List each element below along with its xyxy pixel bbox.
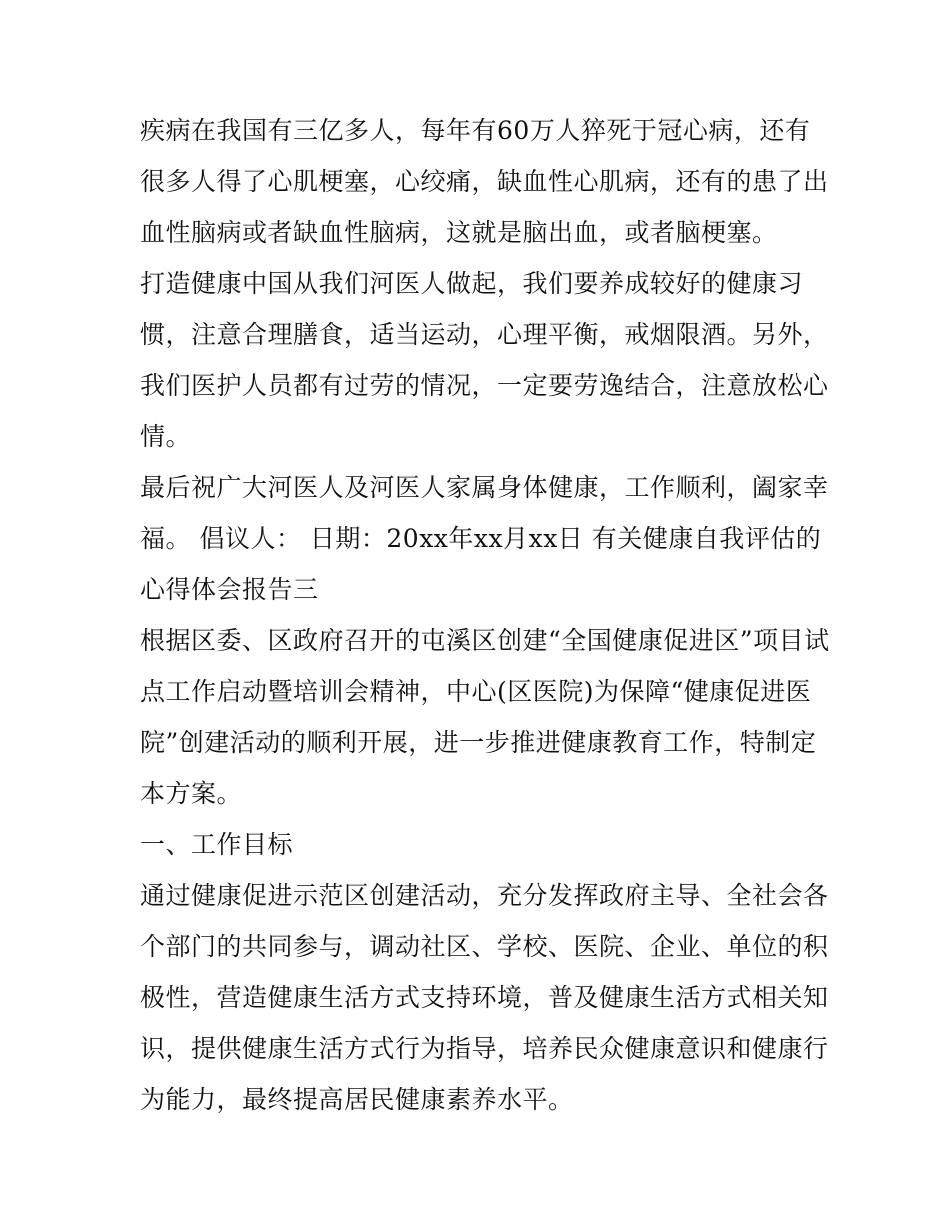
text-line: 通过健康促进示范区创建活动，充分发挥政府主导、全社会各 (140, 881, 829, 910)
text-line: 福。 倡议人： 日期：20xx年xx月xx日 有关健康自我评估的 (140, 524, 822, 553)
text-line: 惯，注意合理膳食，适当运动，心理平衡，戒烟限酒。另外， (140, 320, 829, 349)
text-line: 打造健康中国从我们河医人做起，我们要养成较好的健康习 (140, 269, 804, 298)
text-line: 心得体会报告三 (140, 575, 319, 604)
text-line: 根据区委、区政府召开的屯溪区创建“全国健康促进区”项目试 (140, 626, 830, 655)
text-line: 最后祝广大河医人及河医人家属身体健康，工作顺利，阖家幸 (140, 473, 829, 502)
text-line: 极性，营造健康生活方式支持环境，普及健康生活方式相关知 (140, 983, 829, 1012)
text-line: 情。 (140, 422, 192, 451)
text-line: 疾病在我国有三亿多人，每年有60万人猝死于冠心病，还有 (140, 116, 811, 145)
text-line: 血性脑病或者缺血性脑病，这就是脑出血，或者脑梗塞。 (140, 218, 778, 247)
text-line: 本方案。 (140, 779, 243, 808)
text-line: 我们医护人员都有过劳的情况，一定要劳逸结合，注意放松心 (140, 371, 829, 400)
text-line: 为能力，最终提高居民健康素养水平。 (140, 1085, 574, 1114)
text-line: 点工作启动暨培训会精神，中心(区医院)为保障“健康促进医 (140, 677, 812, 706)
document-body (140, 105, 830, 1125)
text-line: 识，提供健康生活方式行为指导，培养民众健康意识和健康行 (140, 1034, 829, 1063)
section-heading: 一、工作目标 (140, 830, 294, 859)
text-line: 院”创建活动的顺利开展，进一步推进健康教育工作，特制定 (140, 728, 817, 757)
text-line: 个部门的共同参与，调动社区、学校、医院、企业、单位的积 (140, 932, 829, 961)
text-line: 很多人得了心肌梗塞，心绞痛，缺血性心肌病，还有的患了出 (140, 167, 829, 196)
